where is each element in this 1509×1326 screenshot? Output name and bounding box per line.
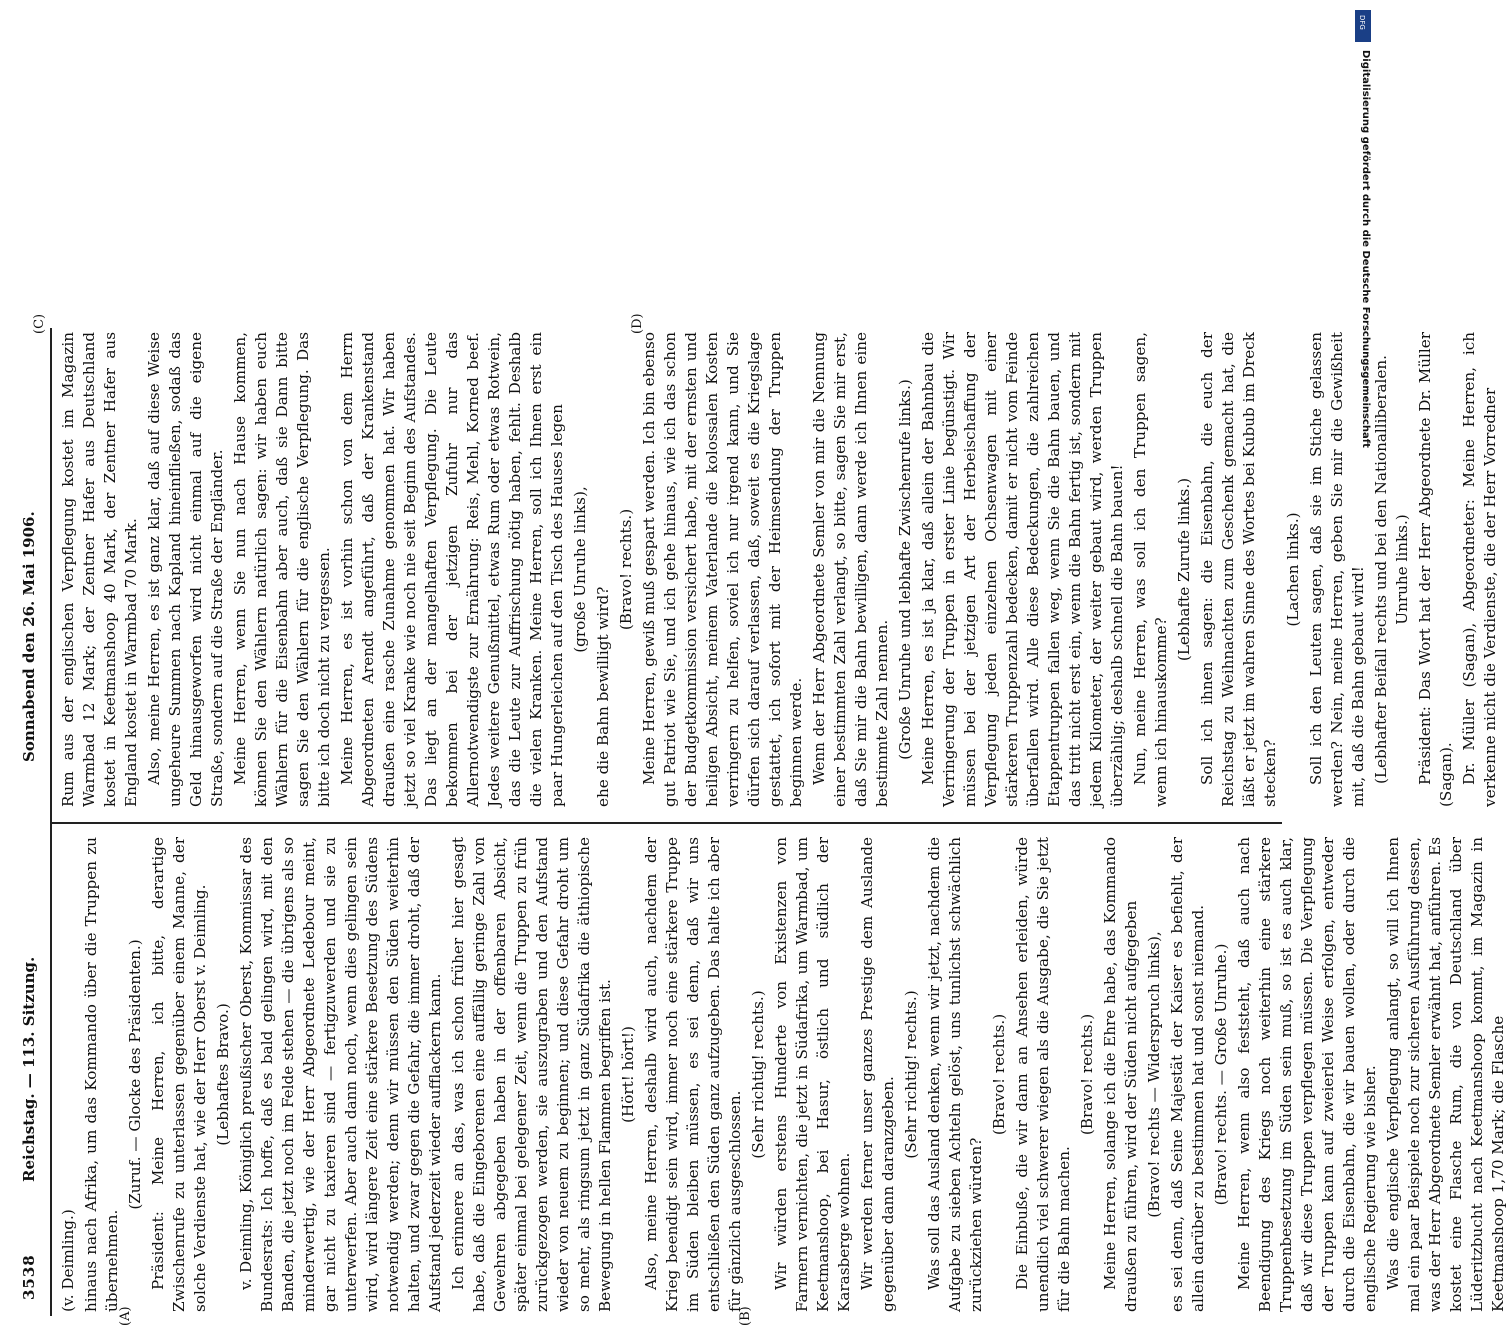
margin-mark-a: (A)	[118, 1306, 133, 1326]
interjection: (Zuruf. — Glocke des Präsidenten.)	[126, 939, 144, 1210]
margin-mark-b: (B)	[738, 1306, 753, 1326]
interjection: (Sehr richtig! rechts.)	[902, 990, 920, 1159]
paragraph: Wenn der Herr Abgeordnete Semler von mir die Nennung einer bestimmten Zahl verlangt, so bitte, sagen Sie mir erst, daß Sie mir die Bahn bewilligen, dann werde ich Ihnen eine bestimmte Zahl nennen.	[810, 332, 891, 807]
digitization-credit	[1355, 10, 1371, 990]
interjection: (Bravo! rechts.)	[617, 508, 635, 631]
margin-mark-c: (C)	[32, 313, 47, 334]
column-divider	[52, 822, 1282, 824]
paragraph: Soll ich ihnen sagen: die Eisenbahn, die euch der Reichstag zu Weihnachten zum Geschenk gemacht hat, die läßt er jetzt im wahren Sinne des Wortes bei Kubub im Dreck stecken?	[1198, 332, 1279, 807]
paragraph: Die Einbuße, die wir dann an Ansehen erleiden, würde unendlich viel schwerer wiegen als die Ausgabe, die Sie jetzt für die Bahn machen.	[1013, 837, 1073, 1312]
speaker-continuation: (v. Deimling.)	[59, 1209, 77, 1312]
margin-mark-d: (D)	[630, 313, 645, 334]
paragraph: Meine Herren, es ist vorhin schon von dem Herrn Abgeordneten Arendt angeführt, daß der Krankenstand draußen eine rasche Zunahme genommen hat. Wir haben jetzt so viel Kranke wie noch nie seit Beginn des Aufstandes. Das liegt an der mangelhaften Verpflegung. Die Leute bekommen bei der jetzigen Zufuhr nur das Allernotwendigste zur Ernährung: Reis, Mehl, Korned beef. Jedes weitere Genußmittel, etwas Rum oder etwas Rotwein, das die Leute zur Auffrischung nötig haben, fehlt. Deshalb die vielen Kranken. Meine Herren, soll ich Ihnen erst ein paar Hungerleichen auf den Tisch des Hauses legen	[338, 332, 566, 807]
paragraph: ehe die Bahn bewilligt wird?	[594, 586, 612, 807]
interjection: (große Unruhe links),	[571, 486, 589, 653]
paragraph: Also, meine Herren, es ist ganz klar, daß auf diese Weise ungeheure Summen nach Kapland hineinfließen, sodaß das Geld hinausgeworfen wird nicht einmal auf die eigene Straße, sondern auf die Straße der Engländer.	[145, 332, 226, 807]
paragraph: Präsident: Meine Herren, ich bitte, derartige Zwischenrufe zu unterlassen gegenüber einem Manne, der solche Verdienste hat, wie der Herr Oberst v. Deimling.	[149, 837, 209, 1312]
interjection: (Hört! hört!)	[619, 1026, 637, 1123]
interjection: (Lebhaftes Bravo.)	[214, 1003, 232, 1146]
paragraph: Dr. Müller (Sagan), Abgeordneter: Meine Herren, ich verkenne nicht die Verdienste, die der Herr Vorredner	[1460, 332, 1499, 807]
page-number: 3538	[20, 1254, 38, 1300]
credit-text: Digitalisierung gefördert durch die Deutsche Forschungsgemeinschaft	[1360, 50, 1371, 448]
interjection: (Sehr richtig! rechts.)	[749, 990, 767, 1159]
interjection: (Lebhafte Zurufe links.)	[1175, 477, 1193, 662]
paragraph: Meine Herren, wenn also feststeht, daß auch nach Beendigung des Kriegs noch weiterhin eine stärkere Truppenbesetzung im Süden sein muß, so ist es auch klar, daß wir diese Truppen verpflegen müssen. Die Verpflegung der Truppen kann auf zweierlei Weise erfolgen, entweder durch die Eisenbahn, die wir bauen wollen, oder durch die englische Regierung wie bisher.	[1235, 837, 1379, 1312]
session-date: Sonnabend den 26. Mai 1906.	[20, 511, 38, 762]
newspaper-page	[0, 313, 1507, 1326]
interjection: (Große Unruhe und lebhafte Zwischenrufe links.)	[896, 379, 914, 760]
paragraph: Präsident: Das Wort hat der Herr Abgeordnete Dr. Müller (Sagan).	[1416, 332, 1455, 807]
paragraph: Was soll das Ausland denken, wenn wir jetzt, nachdem die Aufgabe zu sieben Achteln gelöst, uns tunlichst schwächlich zurückziehen würden?	[925, 837, 985, 1312]
paragraph: Soll ich den Leuten sagen, daß sie im Stiche gelassen werden? Nein, meine Herren, geben Sie mir die Gewißheit mit, daß die Bahn gebaut wird!	[1307, 332, 1367, 807]
dfg-logo: DFG	[1355, 10, 1371, 42]
session-title: Reichstag. — 113. Sitzung.	[20, 956, 38, 1182]
paragraph: v. Deimling, Königlich preußischer Oberst, Kommissar des Bundesrats: Ich hoffe, daß es bald gelingen wird, mit den Banden, die jetzt noch im Felde stehen — die übrigens als so minderwertig, wie der Herr Abgeordnete Ledebour meint, gar nicht zu taxieren sind — fertigzuwerden und sie zu unterwerfen. Aber auch dann noch, wenn dies gelingen sein wird, wird längere Zeit eine stärkere Besetzung des Südens notwendig werden; denn wir müssen den Süden weiterhin halten, und zwar gegen die Gefahr, die immer droht, daß der Aufstand jederzeit wieder aufflackern kann.	[237, 837, 444, 1312]
paragraph: Meine Herren, es ist ja klar, daß allein der Bahnbau die Verringerung der Truppen in erster Linie begünstigt. Wir müssen bei der jetzigen Art der Herbeischaffung der Verpflegung jeden einzelnen Ochsenwagen mit einer stärkeren Truppenzahl bedecken, damit er nicht vom Feinde überfallen wird. Alle diese Bedeckungen, die zahlreichen Etappentruppen fallen weg, wenn Sie die Bahn bauen, und das tritt nicht erst ein, wenn die Bahn fertig ist, sondern mit jedem Kilometer, der weiter gebaut wird, werden Truppen überzählig; deshalb schnell die Bahn bauen!	[919, 332, 1126, 807]
interjection: (Lebhafter Beifall rechts und bei den Nationalliberalen. Unruhe links.)	[1372, 355, 1411, 785]
paragraph: Wir werden ferner unser ganzes Prestige dem Auslande gegenüber dann daranzgeben.	[858, 837, 897, 1312]
paragraph: es sei denn, daß Seine Majestät der Kaiser es befiehlt, der allein darüber zu bestimmen hat und sonst niemand.	[1168, 837, 1207, 1312]
paragraph: Wir würden erstens Hunderte von Existenzen von Farmern vernichten, die jetzt in Südafrika, um Warmbad, um Keetmanshoop, bei Hasur, östlich und südlich der Karasberge wohnen.	[772, 837, 853, 1312]
page-header	[12, 322, 46, 1322]
interjection: (Bravo! rechts. — Große Unruhe.)	[1212, 943, 1230, 1206]
text-column-left	[58, 837, 1507, 1312]
interjection: (Bravo! rechts.)	[1078, 1013, 1096, 1136]
paragraph: Rum aus der englischen Verpflegung kostet im Magazin Warmbad 12 Mark; der Zentner Hafer aus Deutschland kostet in Keetmanshoop 40 Mark, der Zentner Hafer aus England kostet in Warmbad 70 Mark.	[59, 332, 140, 807]
paragraph: Ich erinnere an das, was ich schon früher hier gesagt habe, daß die Eingeborenen eine auffällig geringe Zahl von Gewehren abgegeben haben in der offenbaren Absicht, später einmal bei gelegener Zeit, wenn die Truppen zu früh zurückgezogen werden, sie auszugraben und den Aufstand wieder von neuem zu beginnen; und diese Gefahr droht um so mehr, als ringsum jetzt in ganz Südafrika die äthiopische Bewegung in hellen Flammen begriffen ist.	[449, 837, 614, 1312]
paragraph: Meine Herren, solange ich die Ehre habe, das Kommando draußen zu führen, wird der Süden nicht aufgegeben	[1101, 837, 1140, 1312]
interjection: (Bravo! rechts.)	[990, 1013, 1008, 1136]
interjection: (Bravo! rechts — Widerspruch links),	[1145, 931, 1163, 1218]
paragraph: Meine Herren, wenn Sie nun nach Hause kommen, können Sie den Wählern natürlich sagen: wir haben euch Wählern für die Eisenbahn aber auch, daß sie Dann bitte sagen Sie den Wählern für die englische Verpflegung. Das bitte ich doch nicht zu vergessen.	[231, 332, 333, 807]
text-column-right	[58, 332, 1499, 807]
paragraph: Meine Herren, gewiß muß gespart werden. Ich bin ebenso gut Patriot wie Sie, und ich gehe hinaus, wie ich das schon der Budgetkommission versichert habe, mit der ernsten und heiligen Absicht, meinem Vaterlande die kolossalen Kosten verringern zu helfen, soviel ich nur irgend kann, und Sie dürfen sich darauf verlassen, daß, soweit es die Kriegslage gestattet, ich sofort mit der Heimsendung der Truppen beginnen werde.	[640, 332, 805, 807]
paragraph: hinaus nach Afrika, um das Kommando über die Truppen zu übernehmen.	[82, 837, 121, 1312]
interjection: (Lachen links.)	[1284, 512, 1302, 627]
paragraph: Nun, meine Herren, was soll ich den Truppen sagen, wenn ich hinauskomme?	[1131, 332, 1170, 807]
paragraph: Was die englische Verpflegung anlangt, so will ich Ihnen mal ein paar Beispiele noch zur sicheren Ausführung dessen, was der Herr Abgeordnete Semler erwähnt hat, anführen. Es kostet eine Flasche Rum, die von Deutschland über Lüderitzbucht nach Keetmanshoop kommt, im Magazin in Keetmanshoop 1,70 Mark; die Flasche	[1384, 837, 1507, 1312]
paragraph: Also, meine Herren, deshalb wird auch, nachdem der Krieg beendigt sein wird, immer noch eine stärkere Truppe im Süden bleiben müssen, es sei denn, daß wir uns entschließen den Süden ganz aufzugeben. Das halte ich aber für gänzlich ausgeschlossen.	[642, 837, 744, 1312]
